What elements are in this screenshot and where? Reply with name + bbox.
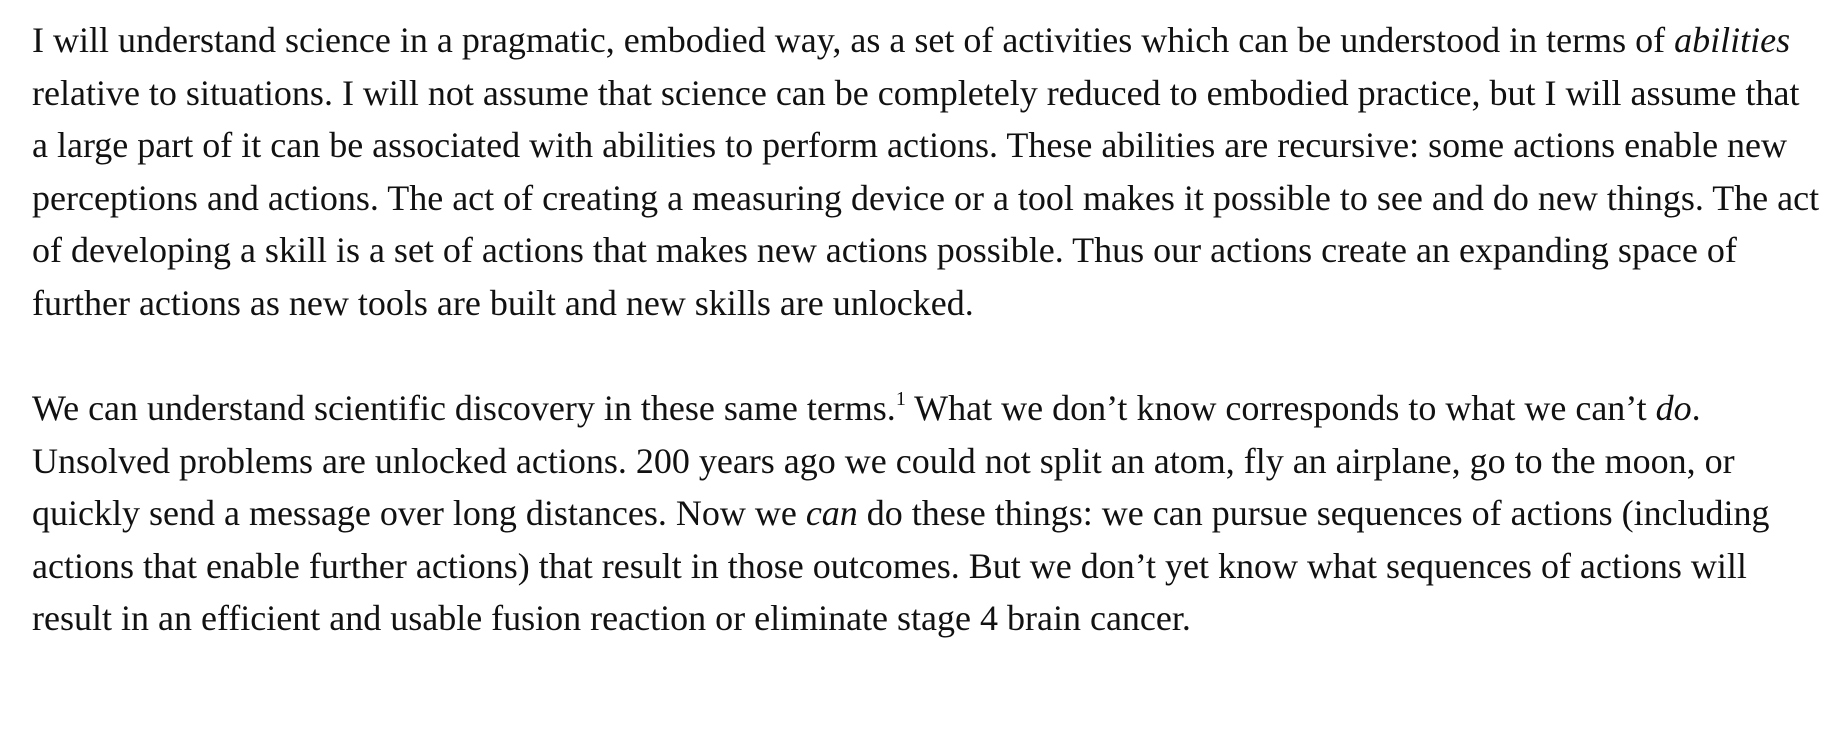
text-run: do these things: we can pursue sequences of actions (including actions that enable further actions) that result in those outcomes. But we don’t yet know what sequences of actions will result in an efficient and usable fusion reaction or eliminate stage 4 brain cancer. [32, 493, 1770, 638]
text-run: I will understand science in a pragmatic, embodied way, as a set of activities which can be understood in terms of [32, 20, 1675, 60]
footnote-marker[interactable]: 1 [895, 388, 906, 410]
text-run: We can understand scientific discovery in these same terms. [32, 388, 896, 428]
paragraph-science-as-abilities [32, 14, 1822, 329]
paragraph-scientific-discovery [32, 382, 1822, 645]
emphasis-abilities: abilities [1674, 20, 1791, 60]
emphasis-can: can [805, 493, 858, 533]
document-body [32, 14, 1822, 645]
text-run: . Unsolved problems are unlocked actions. 200 years ago we could not split an atom, fly an airplane, go to the moon, or quickly send a message over long distances. Now we [32, 388, 1735, 533]
text-run: relative to situations. I will not assume that science can be completely reduced to embodied practice, but I will assume that a large part of it can be associated with abilities to perform actions. These abilities are recursive: some actions enable new perceptions and actions. The act of creating a measuring device or a tool makes it possible to see and do new things. The act of developing a skill is a set of actions that makes new actions possible. Thus our actions create an expanding space of further actions as new tools are built and new skills are unlocked. [32, 72, 1820, 323]
text-run: What we don’t know corresponds to what we can’t [905, 388, 1656, 428]
emphasis-do: do [1655, 388, 1692, 428]
